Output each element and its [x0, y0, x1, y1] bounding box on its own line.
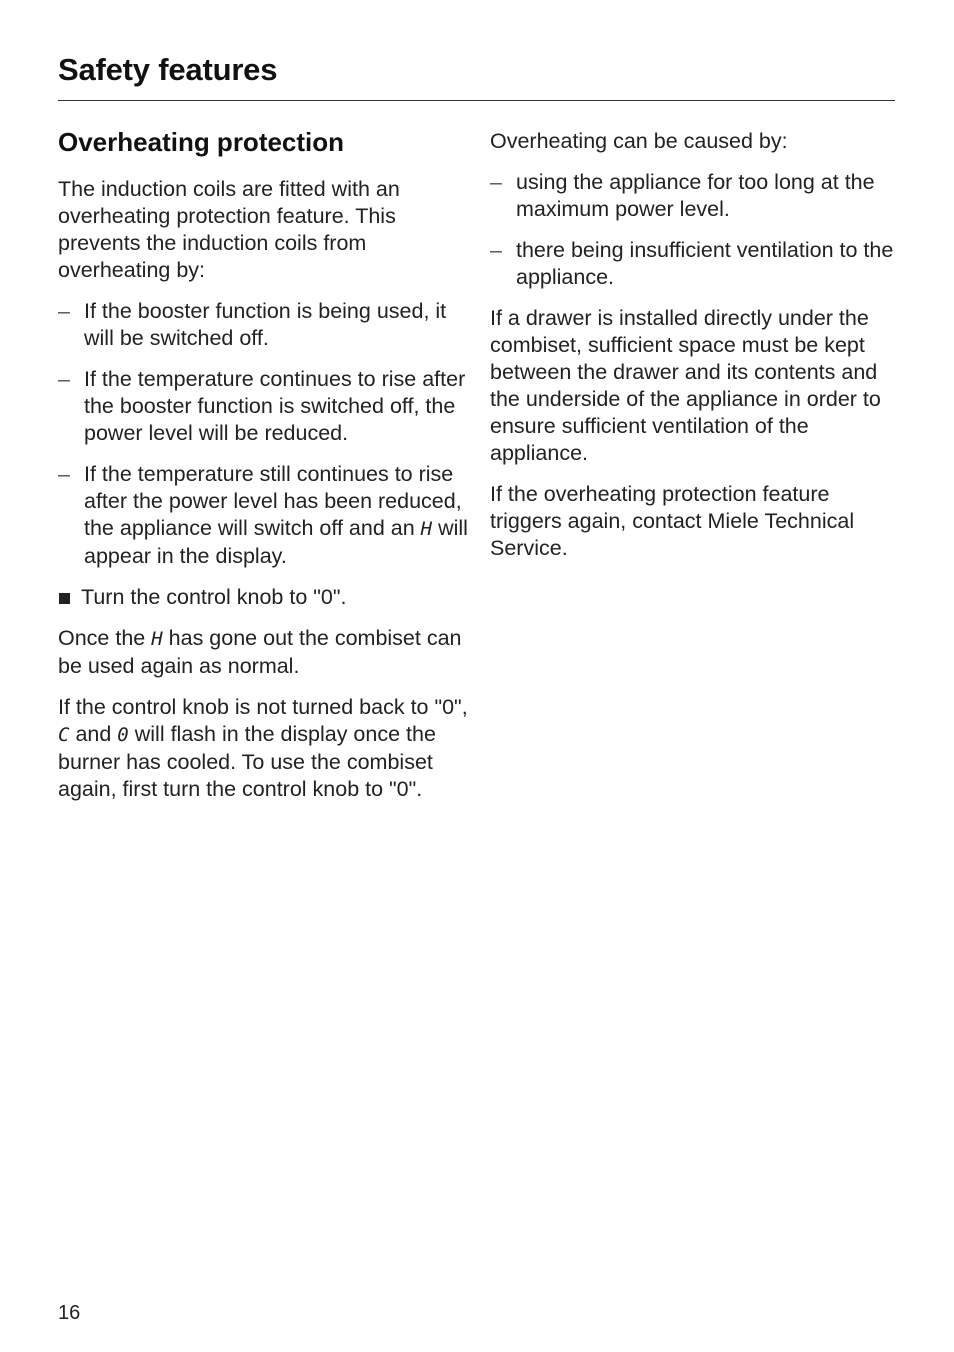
intro-paragraph: The induction coils are fitted with an overheating protection feature. This prevents the induction coils from overheating by:	[58, 177, 400, 282]
display-symbol-h: H	[151, 628, 163, 650]
paragraph-text: If the control knob is not turned back to "0",	[58, 695, 468, 719]
paragraph-drawer: If a drawer is installed directly under the combiset, sufficient space must be kept between the drawer and its contents and the underside of the appliance in order to ensure sufficient ventilation of the appliance.	[490, 306, 881, 465]
list-item-text: using the appliance for too long at the maximum power level.	[516, 170, 875, 221]
right-column	[490, 122, 895, 576]
list-item	[58, 461, 470, 570]
causes-intro: Overheating can be caused by:	[490, 129, 788, 153]
list-item	[490, 169, 895, 223]
list-item	[58, 366, 470, 447]
display-symbol-h: H	[420, 518, 433, 540]
display-symbol-0: 0	[117, 724, 129, 746]
dash-bullet-icon: –	[58, 462, 70, 486]
list-item-text: will appear in the display.	[84, 516, 468, 568]
action-step-text: Turn the control knob to "0".	[81, 585, 347, 609]
dash-bullet-icon: –	[58, 367, 70, 391]
section-heading-overheating-protection: Overheating protection	[58, 127, 345, 157]
list-item	[490, 237, 895, 291]
left-column	[58, 122, 470, 817]
list-item-text: If the temperature continues to rise after the booster function is switched off, the power level will be reduced.	[84, 367, 466, 445]
list-item-text: If the booster function is being used, it will be switched off.	[84, 299, 447, 350]
list-item-text: If the temperature still continues to rise after the power level has been reduced, the appliance will switch off and an	[84, 462, 462, 540]
paragraph-once-gone-out	[58, 625, 470, 680]
square-bullet-icon	[59, 593, 70, 604]
paragraph-contact-service: If the overheating protection feature triggers again, contact Miele Technical Service.	[490, 482, 855, 560]
action-step	[58, 584, 470, 611]
dash-bullet-icon: –	[58, 299, 70, 323]
display-symbol-c: C	[58, 724, 70, 746]
paragraph-control-knob	[58, 694, 470, 803]
page-title: Safety features	[58, 52, 278, 87]
dash-bullet-icon: –	[490, 238, 502, 262]
list-item	[58, 298, 470, 352]
list-item-text: there being insufficient ventilation to the appliance.	[516, 238, 894, 289]
page-number: 16	[58, 1302, 81, 1324]
dash-bullet-icon: –	[490, 170, 502, 194]
paragraph-text: has gone out the combiset can be used again as normal.	[58, 626, 462, 678]
paragraph-text: and	[75, 722, 112, 746]
paragraph-text: will flash in the display once the burner has cooled. To use the combiset again, first turn the control knob to "0".	[58, 722, 436, 801]
page-header	[58, 50, 895, 101]
paragraph-text: Once the	[58, 626, 146, 650]
